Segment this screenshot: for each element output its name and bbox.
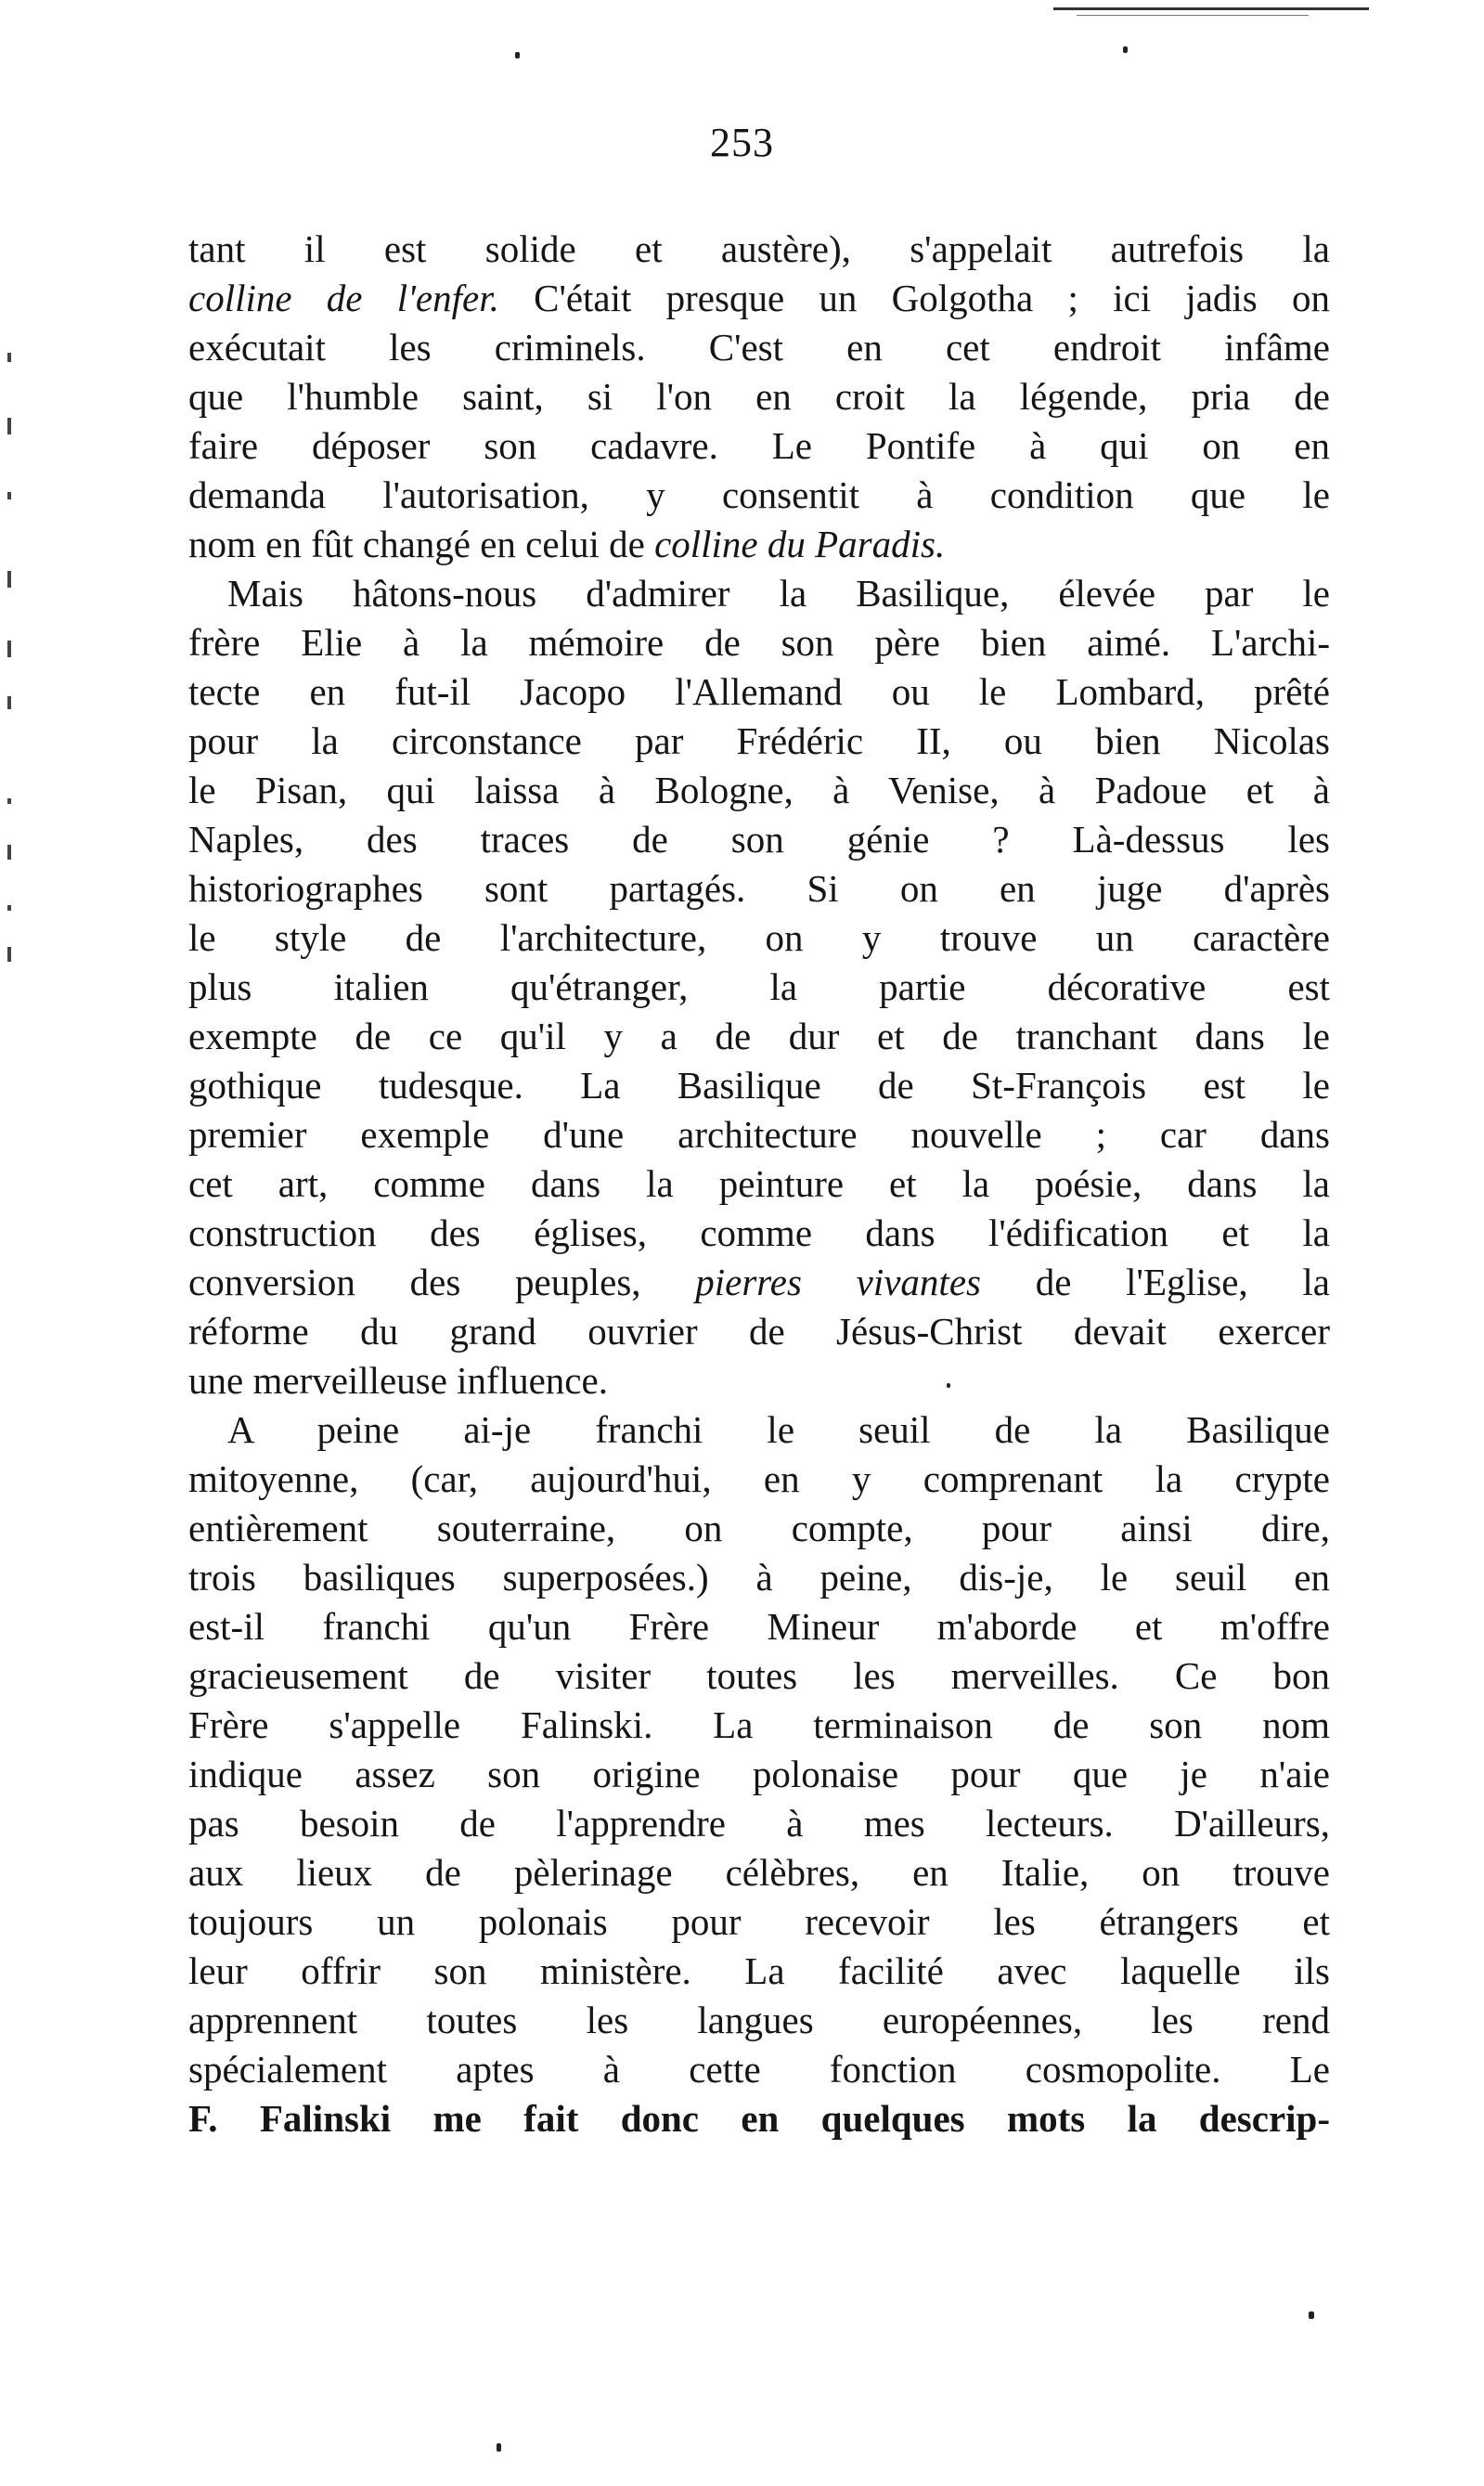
margin-mark [7,418,11,434]
margin-mark [7,905,11,911]
print-speck [515,52,520,58]
text-line: mitoyenne, (car, aujourd'hui, en y comprenant la crypte [188,1457,1330,1500]
page-number: 253 [710,120,774,165]
text-line: historiographes sont partagés. Si on en juge d'après [188,867,1330,910]
print-speck [1123,46,1128,53]
text-line: exempte de ce qu'il y a de dur et de tranchant dans le [188,1015,1330,1057]
text-line: entièrement souterraine, on compte, pour ainsi dire, [188,1507,1330,1549]
text-line: est-il franchi qu'un Frère Mineur m'aborde et m'offre [188,1605,1330,1648]
text-line: pour la circonstance par Frédéric II, ou bien Nicolas [188,719,1330,762]
italic-phrase: pierres vivantes [695,1261,981,1303]
text-segment: conversion des peuples, [188,1261,696,1303]
text-line: trois basiliques superposées.) à peine, dis-je, le seuil en [188,1556,1330,1599]
text-segment: C'était presque un Golgotha ; ici jadis on [498,277,1330,319]
text-line [188,520,1330,569]
text-line: toujours un polonais pour recevoir les étrangers et [188,1900,1330,1943]
text-line: demanda l'autorisation, y consentit à condition que le [188,473,1330,516]
text-line: spécialement aptes à cette fonction cosmopolite. Le [188,2048,1330,2091]
italic-phrase: colline de l'enfer. [188,277,499,319]
margin-mark [7,696,11,709]
text-line: cet art, comme dans la peinture et la poésie, dans la [188,1162,1330,1205]
text-line: le style de l'architecture, on y trouve un caractère [188,916,1330,959]
text-line: leur offrir son ministère. La facilité avec laquelle ils [188,1949,1330,1992]
margin-mark [7,492,11,499]
text-line: Frère s'appelle Falinski. La terminaison de son nom [188,1703,1330,1746]
text-line: aux lieux de pèlerinage célèbres, en Italie, on trouve [188,1851,1330,1894]
text-line: frère Elie à la mémoire de son père bien aimé. L'archi- [188,621,1330,664]
text-line: construction des églises, comme dans l'édification et la [188,1211,1330,1254]
print-speck [1309,2311,1314,2319]
text-line: gothique tudesque. La Basilique de St-François est le [188,1064,1330,1107]
margin-marks [7,353,35,1003]
text-line: le Pisan, qui laissa à Bologne, à Venise, à Padoue et à [188,769,1330,811]
text-line: pas besoin de l'apprendre à mes lecteurs. D'ailleurs, [188,1802,1330,1845]
margin-mark [7,353,11,362]
text-line: F. Falinski me fait donc en quelques mots la descrip- [188,2097,1330,2140]
text-line: une merveilleuse influence. [188,1359,608,1402]
text-line: gracieusement de visiter toutes les merveilles. Ce bon [188,1654,1330,1697]
text-line: que l'humble saint, si l'on en croit la légende, pria de [188,375,1330,418]
text-line: faire déposer son cadavre. Le Pontife à qui on en [188,424,1330,467]
print-speck [497,2443,501,2452]
top-edge-rule [1053,7,1369,10]
text-line: Mais hâtons-nous d'admirer la Basilique, élevée par le [227,572,1330,615]
text-line [188,1258,1330,1307]
text-line [188,274,1330,323]
margin-mark [7,947,11,962]
text-line: Naples, des traces de son génie ? Là-dessus les [188,818,1330,861]
text-segment: de l'Eglise, la [980,1261,1331,1303]
text-segment: nom en fût changé en celui de [188,523,655,565]
text-line: A peine ai-je franchi le seuil de la Basilique [227,1408,1330,1451]
text-line: exécutait les criminels. C'est en cet endroit infâme [188,326,1330,369]
text-line: tant il est solide et austère), s'appelait autrefois la [188,227,1330,270]
italic-phrase: colline du Paradis. [654,523,946,565]
text-line: plus italien qu'étranger, la partie décorative est [188,965,1330,1008]
body-text [188,225,1330,2143]
margin-mark [7,641,11,657]
margin-mark [7,571,11,588]
text-line: premier exemple d'une architecture nouvelle ; car dans [188,1113,1330,1156]
text-line: réforme du grand ouvrier de Jésus-Christ devait exercer [188,1310,1330,1353]
text-line: tecte en fut-il Jacopo l'Allemand ou le Lombard, prêté [188,670,1330,713]
text-line: apprennent toutes les langues européennes, les rend [188,1999,1330,2041]
margin-mark [7,845,11,860]
margin-mark [7,798,11,804]
top-edge-rule-thin [1077,15,1309,16]
text-line: indique assez son origine polonaise pour que je n'aie [188,1753,1330,1795]
